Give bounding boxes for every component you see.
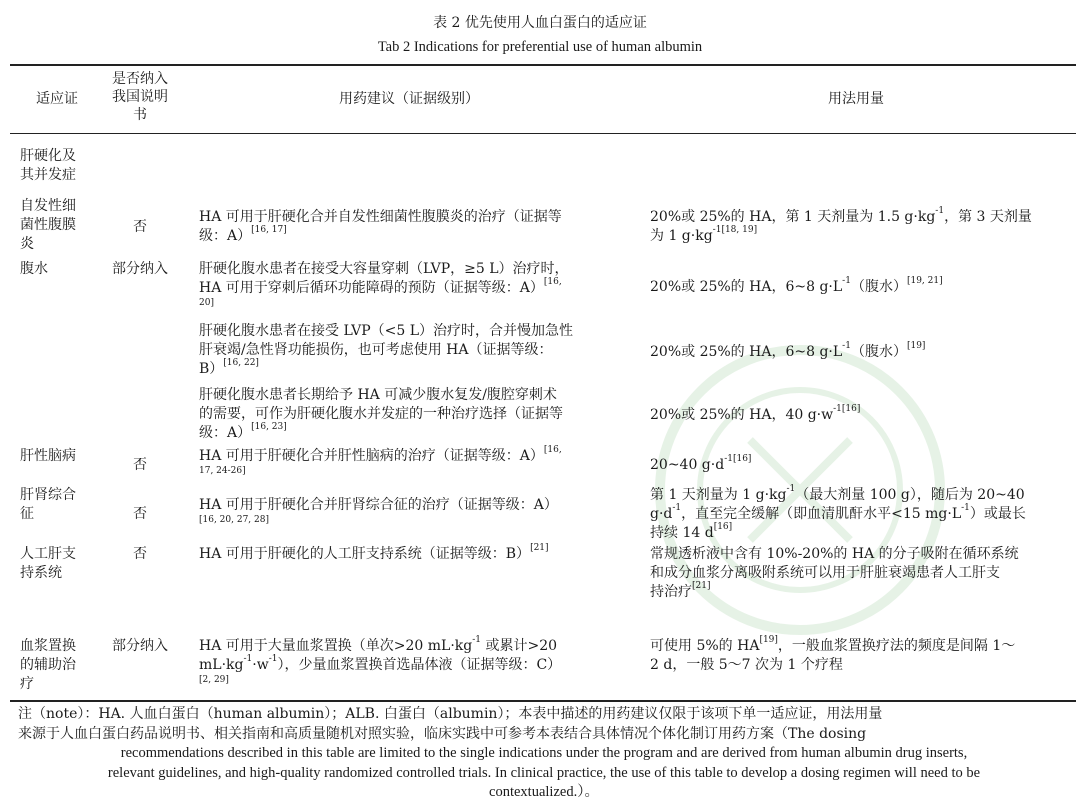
row-cirrhosis-group: 肝硬化及 其并发症 bbox=[20, 148, 76, 183]
footnote-line-1: 注（note）：HA. 人血白蛋白（human albumin）；ALB. 白蛋白（albumin）；本表中描述的用药建议仅限于该项下单一适应证，用法用量 bbox=[18, 706, 883, 722]
row-ascites-recommendation-1: 肝硬化腹水患者在接受大容量穿刺（LVP，≥5 L）治疗时， HA 可用于穿刺后循环功能障碍的预防（证据等级：A）$^{[16,}$ 20] bbox=[199, 261, 569, 308]
row-sbp-label: 否 bbox=[133, 219, 147, 235]
header-indication: 适应证 bbox=[36, 91, 78, 107]
row-ascites-recommendation-2: 肝硬化腹水患者在接受 LVP（<5 L）治疗时，合并慢加急性 肝衰竭/急性肾功能损伤，也可考虑使用 HA（证据等级： B）[16, 22] bbox=[199, 323, 573, 377]
row-ascites-dosage-3: 20%或 25%的 HA，40 $g\cdot w^{-1[16]}$ bbox=[650, 404, 861, 423]
header-label-inclusion: 是否纳入 我国说明 书 bbox=[112, 71, 168, 123]
row-artificial-recommendation: HA 可用于肝硬化的人工肝支持系统（证据等级：B）[21] bbox=[199, 543, 549, 562]
header-recommendation: 用药建议（证据级别） bbox=[339, 91, 479, 107]
table-title-zh: 表 2 优先使用人血白蛋白的适应证 bbox=[433, 15, 647, 31]
row-ascites-indication: 腹水 bbox=[20, 261, 48, 277]
row-sbp-recommendation: HA 可用于肝硬化合并自发性细菌性腹膜炎的治疗（证据等 级：A）[16, 17] bbox=[199, 209, 562, 244]
row-ascites-recommendation-3: 肝硬化腹水患者长期给予 HA 可减少腹水复发/腹腔穿刺术 的需要，可作为肝硬化腹水并发症的一种治疗选择（证据等 级：A）[16, 23] bbox=[199, 387, 563, 441]
row-he-indication: 肝性脑病 bbox=[20, 448, 76, 464]
row-sbp-dosage: 20%或 25%的 HA，第 1 天剂量为 1.5 $g\cdot kg^{-1}$，第 3 天剂量 为 1 $g\cdot kg^{-1[18, 19]}$ bbox=[650, 206, 1032, 244]
footnote-line-3: recommendations described in this table are limited to the single indications under the program and are derived from human albumin drug inserts, bbox=[120, 745, 968, 761]
row-hrs-dosage: 第 1 天剂量为 1 $g\cdot kg^{-1}$（最大剂量 100 g），随后为 20~40 $g\cdot d^{-1}$，直至完全缓解（即血清肌酐水平<15 $mg\cdot L^{-1}$）或最长 持续 14 d[16] bbox=[650, 484, 1026, 541]
row-he-recommendation: HA 可用于肝硬化合并肝性脑病的治疗（证据等级：A）$^{[16,}$ 17, 24-26] bbox=[199, 445, 562, 476]
row-plasma-dosage: 可使用 5%的 HA[19]，一般血浆置换疗法的频度是间隔 1～ 2 d，一般 5～7 次为 1 个疗程 bbox=[650, 635, 1016, 673]
table-header-rule bbox=[10, 133, 1076, 134]
row-plasma-label: 部分纳入 bbox=[112, 638, 168, 654]
table-top-rule bbox=[10, 64, 1076, 66]
footnote-line-4: relevant guidelines, and high-quality randomized controlled trials. In clinical practice, the use of this table to develop a dosing regimen will need to be bbox=[107, 764, 981, 781]
row-ascites-label: 部分纳入 bbox=[112, 261, 168, 277]
row-artificial-indication: 人工肝支 持系统 bbox=[20, 546, 76, 581]
header-dosage: 用法用量 bbox=[828, 91, 884, 107]
row-artificial-label: 否 bbox=[133, 546, 147, 562]
row-hrs-recommendation: HA 可用于肝硬化合并肝肾综合征的治疗（证据等级：A） [16, 20, 27, 28] bbox=[199, 497, 558, 525]
row-ascites-dosage-1: 20%或 25%的 HA，6~8 $g\cdot L^{-1}$（腹水）[19, 21] bbox=[650, 276, 943, 295]
row-hrs-label: 否 bbox=[133, 506, 147, 522]
table-bottom-rule bbox=[10, 700, 1076, 702]
row-hrs-indication: 肝肾综合 征 bbox=[20, 487, 76, 522]
row-plasma-indication: 血浆置换 的辅助治 疗 bbox=[20, 638, 76, 692]
row-ascites-dosage-2: 20%或 25%的 HA，6~8 $g\cdot L^{-1}$（腹水）[19] bbox=[650, 341, 926, 360]
table-title-en: Tab 2 Indications for preferential use of human albumin bbox=[377, 39, 703, 55]
row-sbp-indication: 自发性细 菌性腹膜 炎 bbox=[20, 198, 76, 252]
footnote-line-5: contextualized.）。 bbox=[489, 784, 599, 800]
footnote-line-2: 来源于人血白蛋白药品说明书、相关指南和高质量随机对照实验，临床实践中可参考本表结合具体情况个体化制订用药方案（The dosing bbox=[18, 725, 867, 742]
table-footnote bbox=[18, 705, 1070, 801]
row-he-label: 否 bbox=[133, 457, 147, 473]
row-plasma-recommendation: HA 可用于大量血浆置换（单次>20 $mL\cdot kg^{-1}$ 或累计>20 $mL\cdot kg^{-1}\cdot w^{-1}$），少量血浆置换首选晶体液（证据等级：C） [2, 29] bbox=[199, 635, 562, 685]
row-he-dosage: 20~40 $g\cdot d^{-1[16]}$ bbox=[650, 454, 752, 473]
row-artificial-dosage: 常规透析液中含有 10%-20%的 HA 的分子吸附在循环系统 和成分血浆分离吸附系统可以用于肝脏衰竭患者人工肝支 持治疗[21] bbox=[650, 546, 1019, 600]
